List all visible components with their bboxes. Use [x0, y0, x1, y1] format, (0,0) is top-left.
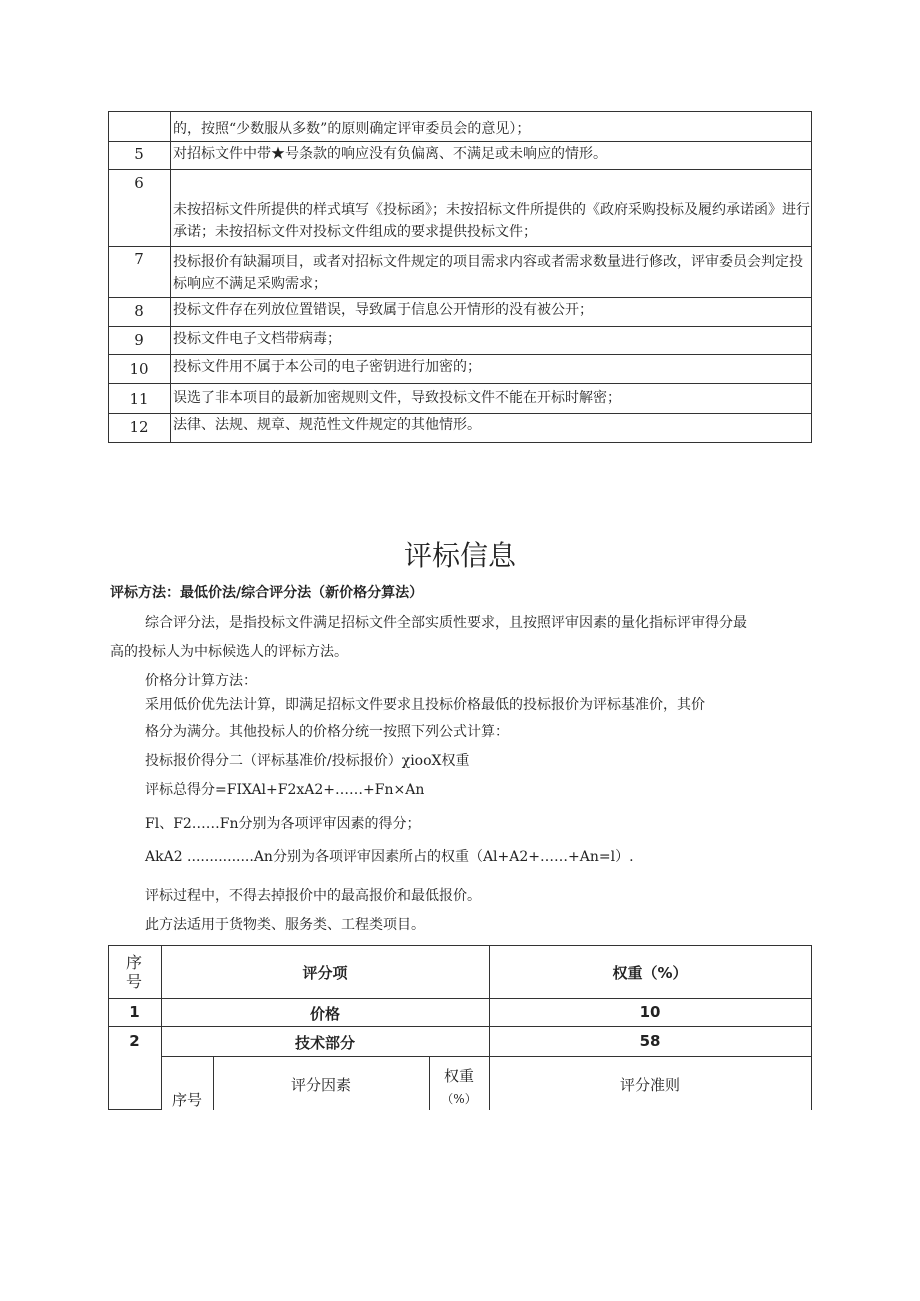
formula: 评标总得分=FIXAl+F2xA2+……+Fn×An — [145, 782, 425, 798]
row-number: 11 — [129, 390, 149, 408]
table-row: 法律、法规、规章、规范性文件规定的其他情形。 — [173, 417, 481, 433]
table-row: 误选了非本项目的最新加密规则文件，导致投标文件不能在开标时解密； — [173, 390, 621, 406]
row-item: 价格 — [309, 1005, 340, 1023]
paragraph: 综合评分法，是指投标文件满足招标文件全部实质性要求，且按照评审因素的量化指标评审得分最 — [145, 615, 747, 631]
row-weight: 10 — [639, 1003, 661, 1021]
paragraph: 此方法适用于货物类、服务类、工程类项目。 — [145, 917, 425, 933]
paragraph: 高的投标人为中标候选人的评标方法。 — [110, 644, 348, 660]
table-row: 投标文件电子文档带病毒； — [173, 331, 341, 347]
sub-header-num: 序号 — [171, 1091, 202, 1109]
formula: 投标报价得分二（评标基准价/投标报价）χiooX权重 — [145, 753, 470, 769]
sub-header-weight-unit: （%） — [441, 1092, 477, 1106]
paragraph: 采用低价优先法计算，即满足招标文件要求且投标价格最低的投标报价为评标基准价，其价 — [145, 697, 705, 713]
table-row: 投标文件用不属于本公司的电子密钥进行加密的； — [173, 359, 481, 375]
row-number: 10 — [129, 360, 149, 378]
row-number: 8 — [134, 302, 144, 320]
table-row: 的，按照“少数服从多数”的原则确定评审委员会的意见）； — [173, 121, 531, 137]
row-number: 7 — [134, 250, 144, 268]
row-number: 12 — [129, 418, 149, 436]
sub-header-rule: 评分准则 — [619, 1076, 680, 1094]
row-number: 6 — [134, 174, 144, 192]
paragraph: 格分为满分。其他投标人的价格分统一按照下列公式计算： — [145, 724, 509, 740]
header-item: 评分项 — [302, 964, 348, 982]
row-number: 5 — [134, 145, 144, 163]
table-row: 投标报价有缺漏项目，或者对招标文件规定的项目需求内容或者需求数量进行修改，评审委员会判定投标响应不满足采购需求； — [173, 254, 803, 292]
sub-header-weight: 权重 — [443, 1067, 474, 1085]
header-weight: 权重（%） — [612, 964, 688, 982]
paragraph: 价格分计算方法： — [145, 673, 257, 689]
header-num: 序号 — [125, 953, 142, 991]
section-title: 评标信息 — [403, 539, 516, 572]
table-row: 未按招标文件所提供的样式填写《投标函》；未按招标文件所提供的《政府采购投标及履约承诺函》进行承诺；未按招标文件对投标文件组成的要求提供投标文件； — [173, 202, 810, 240]
table-row: 投标文件存在列放位置错误，导致属于信息公开情形的没有被公开； — [173, 302, 593, 318]
method-heading: 评标方法：最低价法/综合评分法（新价格分算法） — [110, 585, 424, 601]
row-weight: 58 — [639, 1032, 661, 1050]
formula: Fl、F2……Fn分别为各项评审因素的得分； — [145, 816, 421, 832]
paragraph: 评标过程中，不得去掉报价中的最高报价和最低报价。 — [145, 888, 481, 904]
formula: AkA2 ...............An分别为各项评审因素所占的权重（Al+A2+……+An=l）. — [145, 849, 634, 865]
row-num: 1 — [129, 1003, 140, 1021]
row-num: 2 — [129, 1032, 140, 1050]
table-row: 对招标文件中带★号条款的响应没有负偏离、不满足或未响应的情形。 — [173, 146, 607, 162]
sub-header-factor: 评分因素 — [290, 1076, 351, 1094]
row-item: 技术部分 — [294, 1034, 355, 1052]
row-number: 9 — [134, 331, 144, 349]
